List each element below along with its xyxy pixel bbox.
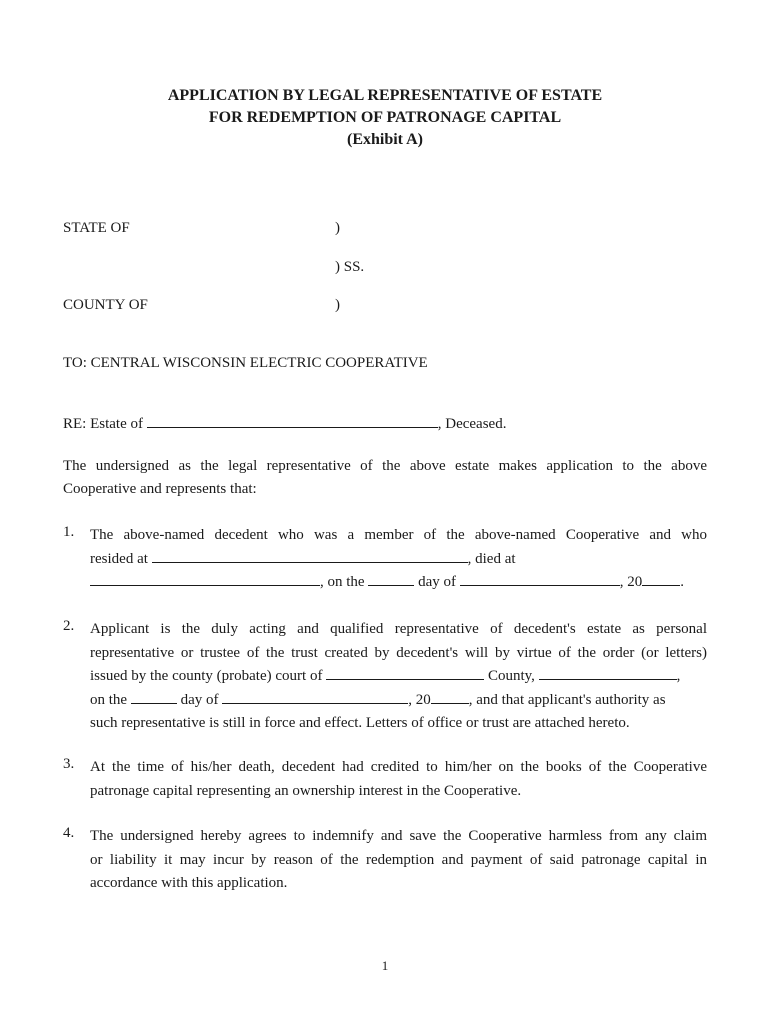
state-of-label: STATE OF [63, 220, 130, 236]
court-state-blank[interactable] [539, 665, 677, 680]
re-suffix: , Deceased. [437, 416, 507, 432]
item-2-line-2: representative or trustee of the trust created by decedent's will by virtue of the order (or letters) [90, 644, 707, 661]
ss-label: ) SS. [335, 259, 365, 275]
county-of-label: COUNTY OF [63, 297, 148, 313]
intro-line-1: The undersigned as the legal representative of the above estate makes application to the above [63, 458, 707, 474]
item-2-authority-text: , and that applicant's authority as [468, 691, 666, 708]
item-3-number: 3. [63, 756, 75, 772]
item-2-line-5: such representative is still in force and effect. Letters of office or trust are attached hereto. [90, 715, 630, 731]
item-2-year-prefix: , 20 [408, 691, 431, 708]
item-3-text [90, 756, 707, 803]
item-1-day-of-label: day of [414, 574, 460, 590]
item-2-on-the-label: on the [90, 691, 131, 708]
item-2-comma: , [676, 668, 681, 684]
county-paren: ) [335, 297, 340, 313]
estate-name-blank[interactable] [147, 413, 438, 428]
order-year-blank[interactable] [431, 689, 469, 704]
item-2-line-4 [90, 689, 707, 713]
item-4-number: 4. [63, 825, 75, 841]
state-paren: ) [335, 220, 340, 236]
item-4-line-1: The undersigned hereby agrees to indemnify and save the Cooperative harmless from any claim [90, 828, 707, 844]
document-title [0, 85, 770, 151]
resided-at-blank[interactable] [152, 548, 468, 563]
item-2-line-3 [90, 665, 707, 689]
item-1-period: . [680, 574, 684, 590]
item-2-day-of-label: day of [176, 691, 223, 708]
item-2-text [90, 618, 707, 736]
death-month-blank[interactable] [460, 571, 620, 586]
item-1-on-the-label: , on the [320, 574, 369, 590]
intro-line-2: Cooperative and represents that: [63, 481, 257, 497]
item-1-died-label: , died at [467, 550, 516, 567]
title-line-3: (Exhibit A) [346, 131, 423, 148]
court-county-blank[interactable] [326, 665, 484, 680]
item-1-resided-label: resided at [90, 550, 152, 567]
death-year-blank[interactable] [642, 571, 680, 586]
item-2-court-label: issued by the county (probate) court of [90, 668, 327, 684]
item-2-number: 2. [63, 618, 75, 634]
item-1-line-1: The above-named decedent who was a member of the above-named Cooperative and who [90, 527, 707, 543]
item-1-line-3 [90, 571, 707, 595]
item-2-line-1: Applicant is the duly acting and qualified representative of decedent's estate as personal [90, 621, 707, 637]
item-2-county-label: County, [484, 668, 539, 684]
item-1-year-prefix: , 20 [619, 574, 643, 590]
page-number: 1 [381, 958, 389, 973]
death-day-blank[interactable] [368, 571, 414, 586]
title-line-1: APPLICATION BY LEGAL REPRESENTATIVE OF ESTATE [167, 87, 603, 104]
item-4-line-2: or liability it may incur by reason of the redemption and payment of said patronage capital in [90, 851, 707, 868]
item-1-line-2 [90, 548, 707, 572]
item-1-number: 1. [63, 524, 75, 540]
item-1-text [90, 524, 707, 595]
item-3-line-2: patronage capital representing an ownership interest in the Cooperative. [90, 782, 522, 799]
re-line [63, 413, 506, 433]
to-line: TO: CENTRAL WISCONSIN ELECTRIC COOPERATIVE [63, 355, 428, 371]
title-line-2: FOR REDEMPTION OF PATRONAGE CAPITAL [208, 109, 562, 126]
died-at-blank[interactable] [90, 571, 320, 586]
item-4-text [90, 825, 707, 896]
item-3-line-1: At the time of his/her death, decedent had credited to him/her on the books of the Cooperative [90, 759, 707, 775]
intro-paragraph [63, 455, 707, 501]
order-month-blank[interactable] [222, 689, 408, 704]
order-day-blank[interactable] [131, 689, 177, 704]
re-prefix: RE: Estate of [63, 416, 147, 432]
item-4-line-3: accordance with this application. [90, 875, 288, 891]
